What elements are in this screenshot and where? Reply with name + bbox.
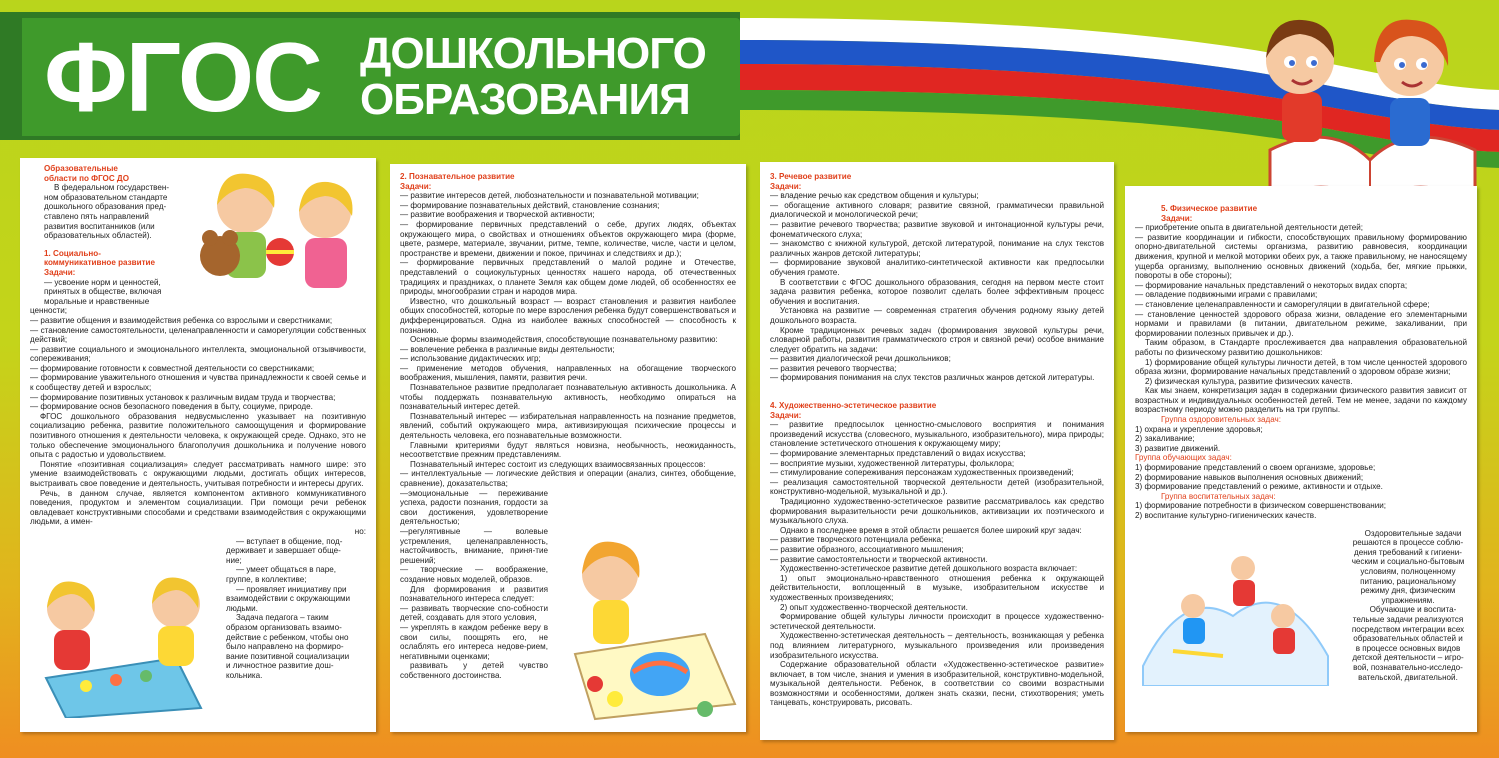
children-winter-sledding-illustration <box>1133 546 1333 686</box>
panel-speech-and-art: 3. Речевое развитие Задачи: — владение речью как средством общения и культуры; — обогащение активного словаря; развитие связной, грамматически правильной диалогической и монологической речи; — развитие речевого творчества; развитие звуковой и интонационной культуры речи, фонематического слуха; — знакомство с книжной культурой, детской литературой, понимание на слух текстов различных жанров детской литературы; — формирование звуковой аналитико-синтетической активности как предпосылки обучения грамоте. В соответствии с ФГОС дошкольного образования, сегодня на первом месте стоит задача развития ребенка, которое позволит сделать более эффективным процесс обучения и воспитания. Установка на развитие — современная стратегия обучения родному языку детей дошкольного возраста. Кроме традиционных речевых задач (формирования звуковой культуры речи, словарной работы, развития грамматического строя и связной речи) особое внимание следует обратить на задачи: — развития диалогической речи дошкольников; — развития речевого творчества; — формирования понимания на слух текстов различных жанров детской литературы. 4. Художественно-эстетическое развитие Задачи: — развитие предпосылок ценностно-смыслового восприятия и понимания произведений искусства (словесного, музыкального, изобразительного), мира природы; становление эстетического отношения к окружающему миру; — формирование элементарных представлений о видах искусства; — восприятие музыки, художественной литературы, фольклора; — стимулирование сопереживания персонажам художественных произведений; — реализация самостоятельной творческой деятельности детей (изобразительной, конструктивно-модельной, музыкальной и др.). Традиционно художественно-эстетическое развитие рассматривалось как средство формирования выразительности речи дошкольников, активизации их поэтического и музыкального слуха. Однако в последнее время в этой области решается более широкий круг задач: — развитие творческого потенциала ребенка; — развитие образного, ассоциативного мышления; — развитие самостоятельности и творческой активности. Художественно-эстетическое развитие детей дошкольного возраста включает: 1) опыт эмоционально-нравственного отношения ребенка к окружающей действительности, воплощенный в музыке, изобразительном искусстве и художественных произведениях; 2) опыт художественно-творческой деятельности. Формирование общей культуры личности происходит в процессе художественно-эстетической деятельности. Художественно-эстетическая деятельность – деятельность, возникающая у ребенка под влиянием литературного, музыкального произведения или произведения изобразительного искусства. Содержание образовательной области «Художественно-эстетическое развитие» включает, в том числе, знания и умения в изобразительной, конструктивно-модельной, музыкальной деятельности. Ребенок, в соответствии со своими возрастными возможностями и особенностями, должен знать сказки, песни, стихотворения; уметь танцевать, конструировать, рисовать. <box>760 162 1114 740</box>
boys-playing-board-game-illustration <box>26 568 211 718</box>
kids-reading-illustration <box>1240 0 1499 212</box>
section1-title-line2: коммуникативное развитие <box>44 258 156 268</box>
panel-social-communicative: Образовательные области по ФГОС ДО В федеральном государствен- ном образовательном стандарте дошкольного образования пред- ставлено пять направлений развития воспитанников (или образовательных областей). 1. Социально- коммуникативное развитие Задачи: — усвоение норм и ценностей, принятых в обществе, включая моральные и нравственные ценности; — развитие общения и взаимодействия ребенка со взрослыми и сверстниками; — становление самостоятельности, целенаправленности и саморегуляции собственных действий; — развитие социального и эмоционального интеллекта, эмоциональной отзывчивости, сопереживания; — формирование готовности к совместной деятельности со сверстниками; — формирование уважительного отношения и чувства принадлежности к своей семье и к сообществу детей и взрослых; — формирование позитивных установок к различным видам труда и творчества; — формирование основ безопасного поведения в быту, социуме, природе. ФГОС дошкольного образования недвусмысленно указывает на позитивную социализацию ребенка, развитие положительного самоощущения и формирование позитивного отношения к деятельности человека, к окружающей среде. Однако, это не только обеспечение эмоционального благополучия дошкольника и получение нового опыта с радостью и удовольствием. Понятие «позитивная социализация» следует рассматривать намного шире: это умение взаимодействовать с окружающими людьми, достигать общих интересов, выстраивать свое поведение и деятельность, учитывая потребности и интересы других. Речь, в данном случае, является компонентом активного коммуникативного поведения, продуктом и элементом социализации. При помощи речи ребенок овладевает конструктивными способами и средствами взаимодействия с окружающими людьми, а имен- но: — вступает в общение, под- держивает и завершает обще- ние; — умеет общаться в паре, группе, в коллективе; — проявляет инициативу при взаимодействии с окружающими людьми. Задача педагога – таким образом организовать взаимо- действие с ребенком, чтобы оно было направлено на формиро- вание позитивной социализации и личностное развитие дош- кольника. <box>20 158 376 732</box>
group-upbringing-tasks: Группа воспитательных задач: <box>1161 491 1276 501</box>
tasks-label: Задачи: <box>1161 213 1193 223</box>
banner-subtitle-line2: ОБРАЗОВАНИЯ <box>360 75 690 124</box>
group-health-tasks: Группа оздоровительных задач: <box>1161 415 1281 425</box>
panel-physical: 5. Физическое развитие Задачи: — приобретение опыта в двигательной деятельности детей; — развитие координации и гибкости, способствующих правильному формированию опорно-двигательной системы организма, развитию равновесия, координации движения, крупной и мелкой моторики обеих рук, а также правильному, не наносящему ущерба организму, выполнению основных движений (ходьба, бег, мягкие прыжки, повороты в обе стороны); — формирование начальных представлений о некоторых видах спорта; — овладение подвижными играми с правилами; — становление целенаправленности и саморегуляции в двигательной сфере; — становление ценностей здорового образа жизни, овладение его элементарными нормами и правилами (в питании, двигательном режиме, закаливании, при формировании полезных привычек и др.). Таким образом, в Стандарте прослеживается два направления образовательной работы по физическому развитию дошкольников: 1) формирование общей культуры личности детей, в том числе ценностей здорового образа жизни, формирование начальных представлений о здоровом образе жизни; 2) физическая культура, развитие физических качеств. Как мы знаем, конкретизация задач в содержании физического развития зависит от возрастных и индивидуальных особенностей детей. Тем не менее, задачи по каждому возрастному периоду можно разделить на три группы. Группа оздоровительных задач: 1) охрана и укрепление здоровья; 2) закаливание; 3) развитие движений. Группа обучающих задач: 1) формирование представлений о своем организме, здоровье; 2) формирование навыков выполнения основных движений; 3) формирование представлений о режиме, активности и отдыхе. Группа воспитательных задач: 1) формирование потребности в физическом совершенствовании; 2) воспитание культурно-гигиенических качеств. Оздоровительные задачи решаются в процессе соблю- дения требований к гигиени- ческим и социально-бытовым условиям, полноценному питанию, рациональному режиму дня, физическим упражнениям. Обучающие и воспита- тельные задачи реализуются посредством интеграции всех образовательных областей и в процессе основных видов детской деятельности – игро- вой, познавательно-исследо- вательской, двигательной. <box>1125 186 1477 732</box>
tasks-label: Задачи: <box>400 181 432 191</box>
panel-cognitive: 2. Познавательное развитие Задачи: — развитие интересов детей, любознательности и познавательной мотивации; — формирование познавательных действий, становление сознания; — развитие воображения и творческой активности; — формирование первичных представлений о себе, других людях, объектах окружающего мира, о свойствах и отношениях объектов окружающего мира (форме, цвете, размере, материале, звучании, ритме, темпе, количестве, числе, части и целом, пространстве и времени, движении и покое, причинах и следствиях и др.); — формирование первичных представлений о малой родине и Отечестве, представлений о социокультурных ценностях нашего народа, об отечественных традициях и праздниках, о планете Земля как общем доме людей, об особенностях ее природы, многообразии стран и народов мира. Известно, что дошкольный возраст — возраст становления и развития наиболее общих способностей, которые по мере взросления ребенка будут совершенствоваться и дифференцироваться. Одна из наиболее важных способностей — способность к познанию. Основные формы взаимодействия, способствующие познавательному развитию: — вовлечение ребенка в различные виды деятельности; — использование дидактических игр; — применение методов обучения, направленных на обогащение творческого воображения, мышления, памяти, развития речи. Познавательное развитие предполагает познавательную активность дошкольника. А чтобы поддержать познавательную активность, необходимо опираться на познавательный интерес детей. Познавательный интерес — избирательная направленность на познание предметов, явлений, событий окружающего мира, активизирующая психические процессы и деятельность человека, его познавательные возможности. Главными критериями будут являться новизна, необычность, неожиданность, несоответствие прежним представлениям. Познавательный интерес состоит из следующих взаимосвязанных процессов: — интеллектуальные — логические действия и операции (анализ, синтез, обобщение, сравнение), доказательства; —эмоциональные — переживание успеха, радости познания, гордости за свои достижения, удовлетворение деятельностью; —регулятивные — волевые устремления, целенаправленность, настойчивость, внимание, приня-тие решений; — творческие — воображение, создание новых моделей, образов. Для формирования и развития познавательного интереса следует: — развивать творческие спо-собности детей, создавать для этого условия, — укреплять в каждом ребенке веру в свои силы, поощрять его, не ослаблять его интереса недове-рием, негативными оценками; развивать у детей чувство собственного достоинства. <box>390 164 746 732</box>
section3-title: 3. Речевое развитие <box>770 172 852 181</box>
banner-subtitle-line1: ДОШКОЛЬНОГО <box>360 29 706 78</box>
section2-title: 2. Познавательное развитие <box>400 172 515 181</box>
areas-heading-line2: области по ФГОС ДО <box>44 173 129 183</box>
intro-text: В федеральном государствен- ном образовательном стандарте дошкольного образования пред- ставлено пять направлений развития воспитанников (или образовательных областей). <box>44 183 170 241</box>
section4-title: 4. Художественно-эстетическое развитие <box>770 401 937 411</box>
banner-title: ФГОС <box>44 22 321 132</box>
boy-painting-illustration <box>555 534 740 724</box>
title-banner <box>22 18 740 136</box>
group-learning-tasks: Группа обучающих задач: <box>1135 453 1232 463</box>
tasks-label: Задачи: <box>770 181 802 191</box>
tasks-label-2: Задачи: <box>770 410 802 420</box>
areas-heading-line1: Образовательные <box>44 164 118 173</box>
tasks-label: Задачи: <box>44 267 76 277</box>
section1-title-line1: 1. Социально- <box>44 248 101 258</box>
girls-with-toys-illustration <box>190 160 370 300</box>
section5-title: 5. Физическое развитие <box>1161 204 1258 213</box>
